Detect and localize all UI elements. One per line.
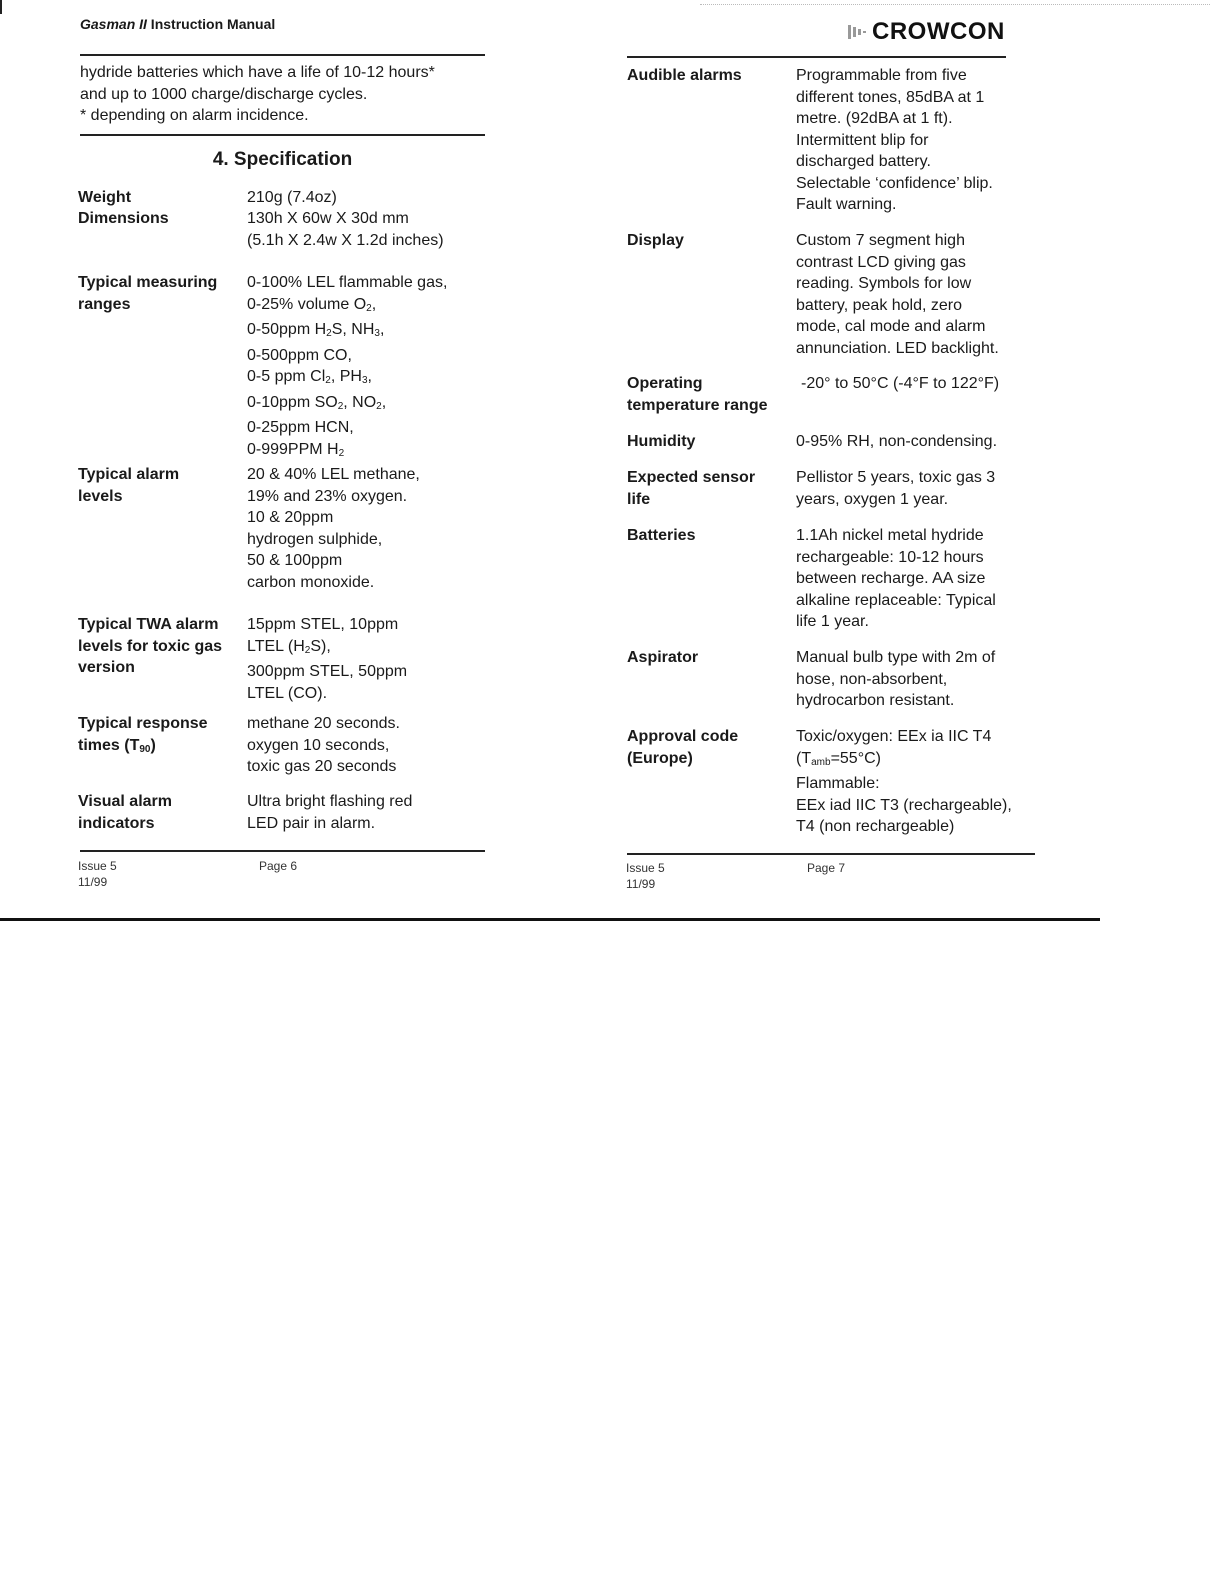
spec-value-line: Ultra bright flashing red	[247, 793, 413, 810]
spec-measuring-ranges	[78, 272, 447, 464]
spec-label-line: indicators	[78, 814, 155, 832]
spec-label: Batteries	[627, 527, 696, 544]
spec-label-line: Expected sensor	[627, 469, 756, 486]
spec-value	[796, 65, 993, 216]
spec-value-line: 0-10ppm $SO_2$, $NO_2$,	[247, 393, 387, 412]
spec-value-line: discharged battery.	[796, 153, 931, 170]
spec-value-line: LTEL $(H_2S)$,	[247, 637, 331, 656]
spec-value	[796, 230, 999, 359]
spec-audible-alarms	[627, 65, 993, 216]
intro-line: hydride batteries which have a life of 10-12 hours*	[80, 64, 435, 81]
spec-value-line: Manual bulb type with 2m of	[796, 649, 996, 666]
spec-weight	[78, 187, 337, 209]
spec-value-line: between recharge. AA size	[796, 570, 986, 587]
spec-value	[247, 791, 412, 834]
spec-label-line: Typical response	[78, 715, 208, 732]
spec-value-line: 0-999PPM $H_2$	[247, 440, 345, 459]
spec-value	[796, 467, 995, 510]
spec-value-line: 0-100% LEL flammable gas,	[247, 274, 448, 291]
spec-value-line: mode, cal mode and alarm	[796, 318, 986, 335]
spec-value-line: $(T_{amb}=55^\circ C)$	[796, 749, 881, 768]
spec-value-line: 50 & 100ppm	[247, 552, 343, 569]
spec-value-line: reading. Symbols for low	[796, 275, 972, 292]
spec-label: Humidity	[627, 433, 696, 450]
spec-value-line: 19% and 23% oxygen.	[247, 487, 408, 505]
spec-value-line: Selectable ‘confidence’ blip.	[796, 174, 993, 192]
spec-value	[796, 525, 996, 633]
spec-operating-temperature	[627, 373, 999, 416]
spec-dimensions	[78, 208, 444, 251]
left-footer-issue	[78, 858, 117, 890]
left-footer-rule	[80, 850, 485, 852]
scan-bottom-rule	[0, 918, 1100, 921]
spec-value-line: methane 20 seconds.	[247, 715, 400, 732]
spec-label	[627, 467, 796, 510]
spec-value	[796, 647, 995, 712]
footer-date: 11/99	[626, 877, 656, 891]
spec-label	[627, 726, 796, 838]
spec-value-line: rechargeable: 10-12 hours	[796, 548, 984, 566]
spec-twa-alarm	[78, 614, 407, 704]
spec-label-line: Visual alarm	[78, 793, 172, 810]
spec-sensor-life	[627, 467, 995, 510]
spec-value	[247, 464, 420, 593]
spec-label	[78, 791, 247, 834]
spec-value-line: different tones, 85dBA at 1	[796, 88, 985, 106]
spec-value-line: T4 (non rechargeable)	[796, 818, 955, 835]
spec-visual-alarm	[78, 791, 412, 834]
spec-value-line: 0-25ppm HCN,	[247, 419, 354, 436]
spec-value-line: (5.1h X 2.4w X 1.2d inches)	[247, 231, 444, 249]
crowcon-logo	[848, 18, 1005, 46]
spec-value-line: 300ppm STEL, 50ppm	[247, 663, 408, 680]
spec-value-line: 1.1Ah nickel metal hydride	[796, 527, 984, 544]
spec-value: 0-95% RH, non-condensing.	[796, 433, 998, 450]
intro-paragraph	[80, 62, 480, 127]
left-header-rule	[80, 54, 485, 56]
spec-label-line: Typical TWA alarm	[78, 616, 219, 633]
spec-value: -20° to 50°C (-4°F to 122°F)	[801, 375, 1000, 392]
spec-alarm-levels	[78, 464, 420, 593]
spec-value-line: toxic gas 20 seconds	[247, 758, 397, 775]
spec-value	[247, 713, 400, 778]
spec-value-line: metre. (92dBA at 1 ft).	[796, 110, 953, 127]
spec-label-line: levels	[78, 487, 123, 505]
spec-value-line: 20 & 40% LEL methane,	[247, 466, 420, 483]
spec-value-line: 130h X 60w X 30d mm	[247, 210, 409, 227]
footer-issue: Issue 5	[626, 861, 665, 875]
crowcon-logo-text: CROWCON	[872, 18, 1005, 45]
spec-label: Audible alarms	[627, 67, 742, 84]
spec-label	[78, 713, 247, 778]
manual-title-product: Gasman II	[80, 16, 147, 32]
manual-title	[80, 16, 275, 32]
spec-value-line: annunciation. LED backlight.	[796, 339, 999, 357]
spec-label: Weight	[78, 189, 132, 206]
spec-value-line: 0-50ppm $H_2S$, $NH_3$,	[247, 321, 385, 339]
spec-label	[78, 614, 247, 704]
spec-display	[627, 230, 999, 359]
spec-value-line: Programmable from five	[796, 67, 967, 84]
right-header-rule	[627, 56, 1006, 58]
spec-value-line: Fault warning.	[796, 196, 897, 213]
spec-value	[796, 726, 1012, 838]
spec-approval-code	[627, 726, 1012, 838]
spec-value	[247, 614, 407, 704]
spec-label	[78, 272, 247, 464]
spec-value: 210g (7.4oz)	[247, 189, 337, 206]
spec-value-line: Toxic/oxygen: EEx ia IIC T4	[796, 728, 992, 745]
scan-corner-mark	[0, 0, 2, 14]
spec-label-line: times $(T_{90})$	[78, 736, 156, 755]
spec-label-line: Typical alarm	[78, 466, 180, 483]
manual-title-rest: Instruction Manual	[146, 16, 276, 32]
spec-value-line: life 1 year.	[796, 613, 869, 630]
spec-label-line: Approval code	[627, 728, 739, 745]
spec-label: Display	[627, 232, 684, 249]
spec-value-line: hose, non-absorbent,	[796, 670, 948, 688]
spec-value-line: EEx iad IIC T3 (rechargeable),	[796, 796, 1012, 814]
intro-line: * depending on alarm incidence.	[80, 107, 309, 124]
spec-value-line: 10 & 20ppm	[247, 509, 334, 526]
spec-value-line: carbon monoxide.	[247, 573, 375, 591]
spec-value-line: years, oxygen 1 year.	[796, 490, 949, 508]
crowcon-logo-icon	[848, 23, 866, 41]
spec-label-line: version	[78, 659, 135, 676]
footer-date: 11/99	[78, 875, 108, 889]
spec-label-line: (Europe)	[627, 749, 693, 767]
footer-issue: Issue 5	[78, 859, 117, 873]
spec-value-line: LTEL (CO).	[247, 684, 328, 702]
spec-label-line: ranges	[78, 295, 131, 313]
spec-value-line: Flammable:	[796, 775, 880, 792]
spec-label-line: Typical measuring	[78, 274, 218, 291]
spec-label-line: temperature range	[627, 396, 768, 414]
spec-value	[247, 272, 447, 464]
section-rule	[80, 134, 485, 136]
spec-value-line: oxygen 10 seconds,	[247, 736, 390, 754]
spec-value-line: battery, peak hold, zero	[796, 296, 963, 314]
spec-label: Aspirator	[627, 649, 699, 666]
spec-label	[78, 464, 247, 593]
spec-label: Dimensions	[78, 210, 169, 227]
section-title: 4. Specification	[212, 149, 353, 170]
spec-value-line: Custom 7 segment high	[796, 232, 965, 249]
spec-value	[247, 208, 444, 251]
spec-value-line: Intermittent blip for	[796, 131, 929, 149]
right-footer-page: Page 7	[807, 861, 846, 875]
spec-humidity	[627, 431, 997, 453]
spec-aspirator	[627, 647, 995, 712]
spec-label	[627, 373, 801, 416]
spec-value-line: 15ppm STEL, 10ppm	[247, 616, 399, 633]
spec-label-line: Operating	[627, 375, 703, 392]
spec-value-line: LED pair in alarm.	[247, 814, 376, 832]
spec-value-line: 0-5 ppm $Cl_2$, $PH_3$,	[247, 368, 372, 386]
spec-value-line: alkaline replaceable: Typical	[796, 591, 996, 609]
spec-label-line: life	[627, 490, 651, 508]
spec-value-line: hydrogen sulphide,	[247, 530, 383, 548]
spec-value-line: hydrocarbon resistant.	[796, 692, 955, 709]
spec-value-line: Pellistor 5 years, toxic gas 3	[796, 469, 996, 486]
spec-value-line: 0-500ppm CO,	[247, 346, 352, 364]
right-footer-issue	[626, 860, 665, 892]
spec-label-line: levels for toxic gas	[78, 637, 223, 655]
spec-value-line: contrast LCD giving gas	[796, 253, 966, 271]
intro-line: and up to 1000 charge/discharge cycles.	[80, 85, 368, 103]
spec-batteries	[627, 525, 996, 633]
scan-edge-dots	[700, 4, 1210, 6]
right-footer-rule	[627, 853, 1035, 855]
spec-response-times	[78, 713, 400, 778]
left-footer-page: Page 6	[259, 859, 298, 873]
spec-value-line: 0-25% volume $O_2$,	[247, 295, 377, 314]
